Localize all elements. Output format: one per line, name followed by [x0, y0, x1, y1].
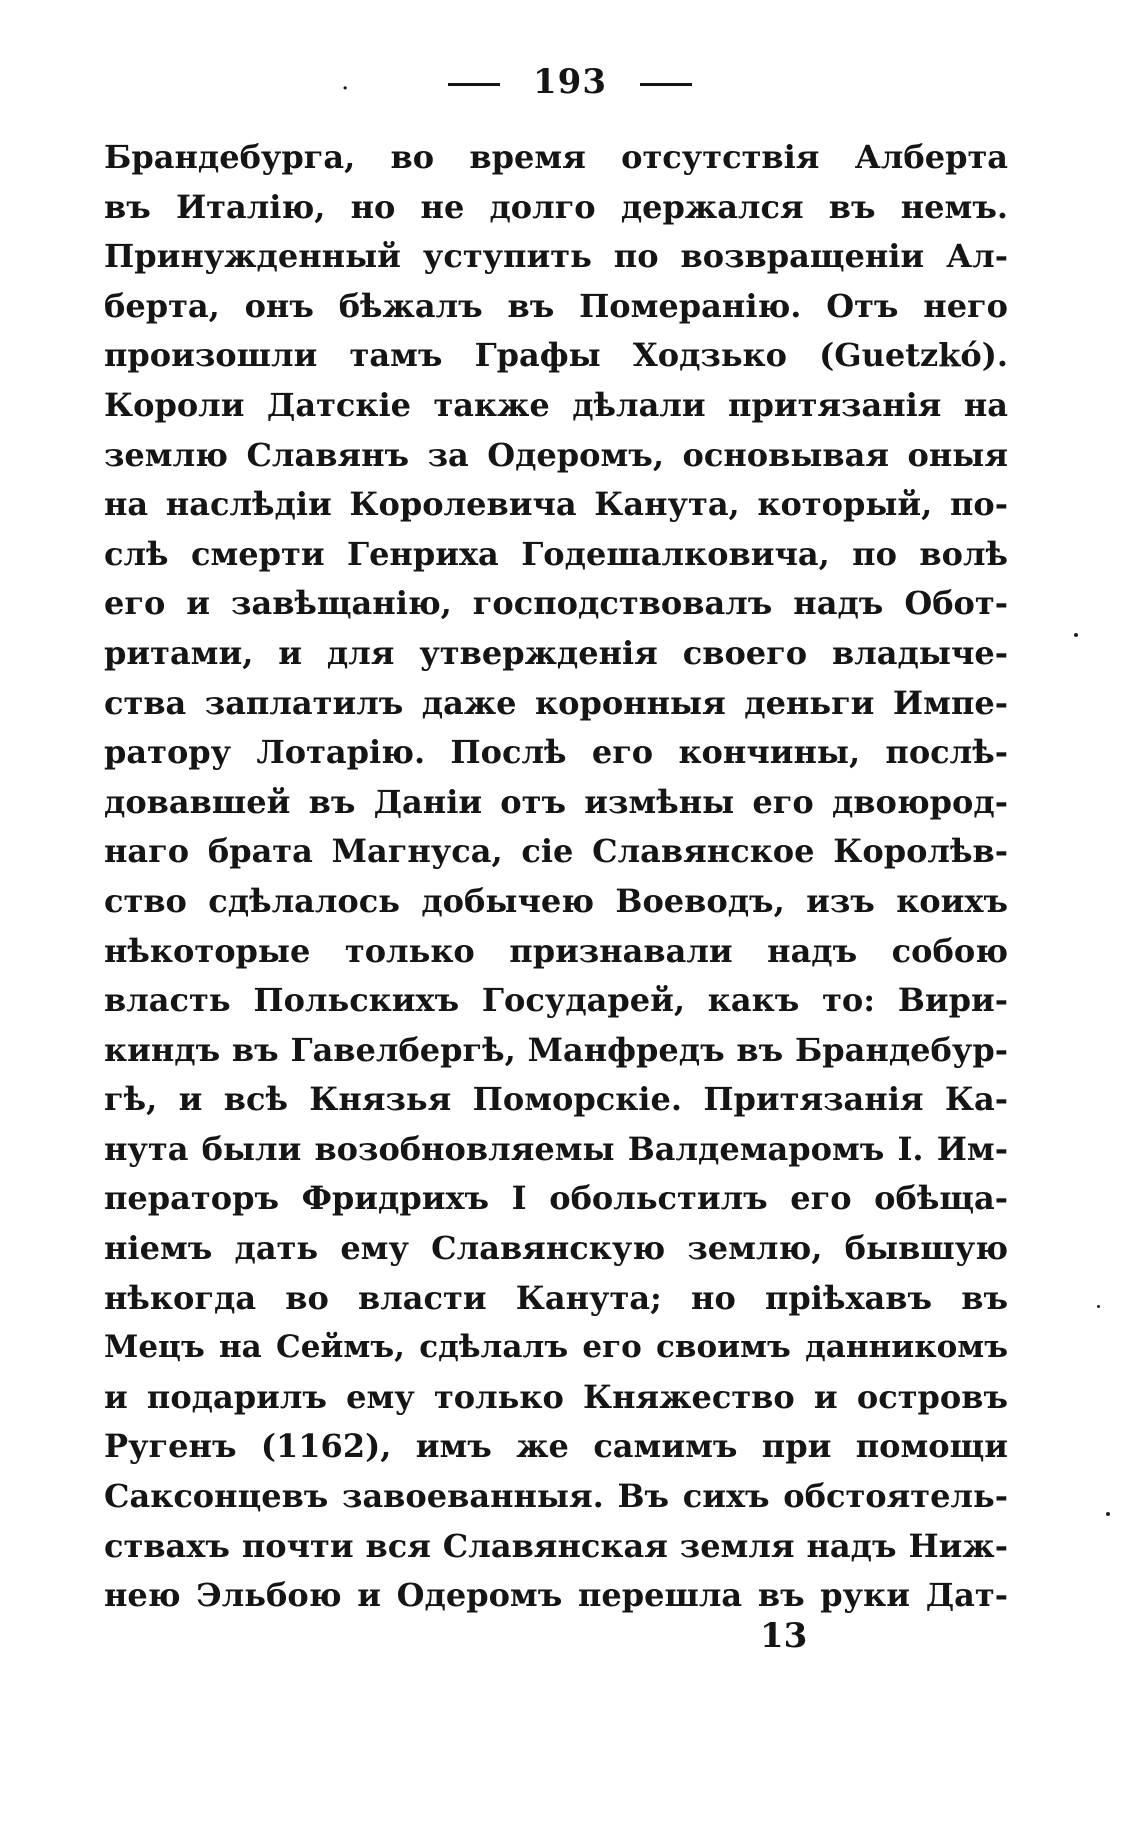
- header-dash-right: [640, 83, 692, 86]
- print-speck: [1097, 1305, 1100, 1308]
- text-line: Принужденный уступить по возвращеніи Ал-: [104, 237, 1008, 276]
- text-line: ператоръ Фридрихъ I обольстилъ его обѣща-: [104, 1179, 1008, 1218]
- text-line: нею Эльбою и Одеромъ перешла въ руки Дат-: [104, 1576, 1008, 1615]
- text-line: ства заплатилъ даже коронныя деньги Импе-: [104, 683, 1008, 722]
- text-line: ритами, и для утвержденія своего владыче-: [104, 633, 1008, 672]
- text-line: Брандебурга, во время отсутствія Алберта: [104, 138, 1008, 176]
- text-line: берта, онъ бѣжалъ въ Померанію. Отъ него: [104, 286, 1008, 325]
- text-line: ство сдѣлалось добычею Воеводъ, изъ коихъ: [104, 881, 1008, 920]
- text-line: наго брата Магнуса, сіе Славянское Королѣв-: [104, 832, 1008, 871]
- print-speck: [1106, 1512, 1110, 1516]
- text-line: ратору Лотарію. Послѣ его кончины, послѣ-: [104, 733, 1008, 772]
- running-header: [0, 62, 1140, 102]
- text-line: нѣкогда во власти Канута; но пріѣхавъ въ: [104, 1278, 1008, 1317]
- text-line: нѣкоторые только признавали надъ собою: [104, 931, 1008, 970]
- text-line: нута были возобновляемы Валдемаромъ I. Им-: [104, 1129, 1008, 1168]
- header-dot: ·: [342, 78, 350, 99]
- text-line: власть Польскихъ Государей, какъ то: Вири-: [104, 981, 1008, 1020]
- text-line: гѣ, и всѣ Князья Поморскіе. Притязанія Ка-: [104, 1080, 1008, 1119]
- text-line: ствахъ почти вся Славянская земля надъ Ниж-: [104, 1526, 1008, 1565]
- text-line: Ругенъ (1162), имъ же самимъ при помощи: [104, 1427, 1008, 1466]
- header-dash-left: [448, 83, 500, 86]
- text-line: ніемъ дать ему Славянскую землю, бывшую: [104, 1229, 1008, 1268]
- text-line: Короли Датскіе также дѣлали притязанія на: [104, 385, 1008, 424]
- text-line: произошли тамъ Графы Ходзько (Guetzkó).: [104, 336, 1008, 375]
- text-line: слѣ смерти Генриха Годешалковича, по волѣ: [104, 534, 1008, 573]
- signature-mark: 13: [760, 1616, 808, 1656]
- text-line: Саксонцевъ завоеванныя. Въ сихъ обстоятель-: [104, 1477, 1008, 1516]
- page-number: 193: [533, 62, 607, 102]
- text-line: въ Италію, но не долго держался въ немъ.: [104, 187, 1008, 226]
- text-line: его и завѣщанію, господствовалъ надъ Обот-: [104, 584, 1008, 623]
- text-line: довавшей въ Даніи отъ измѣны его двоюрод-: [104, 782, 1008, 821]
- print-speck: [1074, 633, 1078, 637]
- text-line: киндъ въ Гавелбергѣ, Манфредъ въ Брандебур-: [104, 1030, 1008, 1069]
- text-line: и подарилъ ему только Княжество и островъ: [104, 1377, 1008, 1416]
- text-line: Мецъ на Сеймъ, сдѣлалъ его своимъ данникомъ: [104, 1329, 1008, 1366]
- text-line: на наслѣдіи Королевича Канута, который, по-: [104, 485, 1008, 524]
- text-line: землю Славянъ за Одеромъ, основывая оныя: [104, 435, 1008, 474]
- body-text: [104, 133, 1008, 1621]
